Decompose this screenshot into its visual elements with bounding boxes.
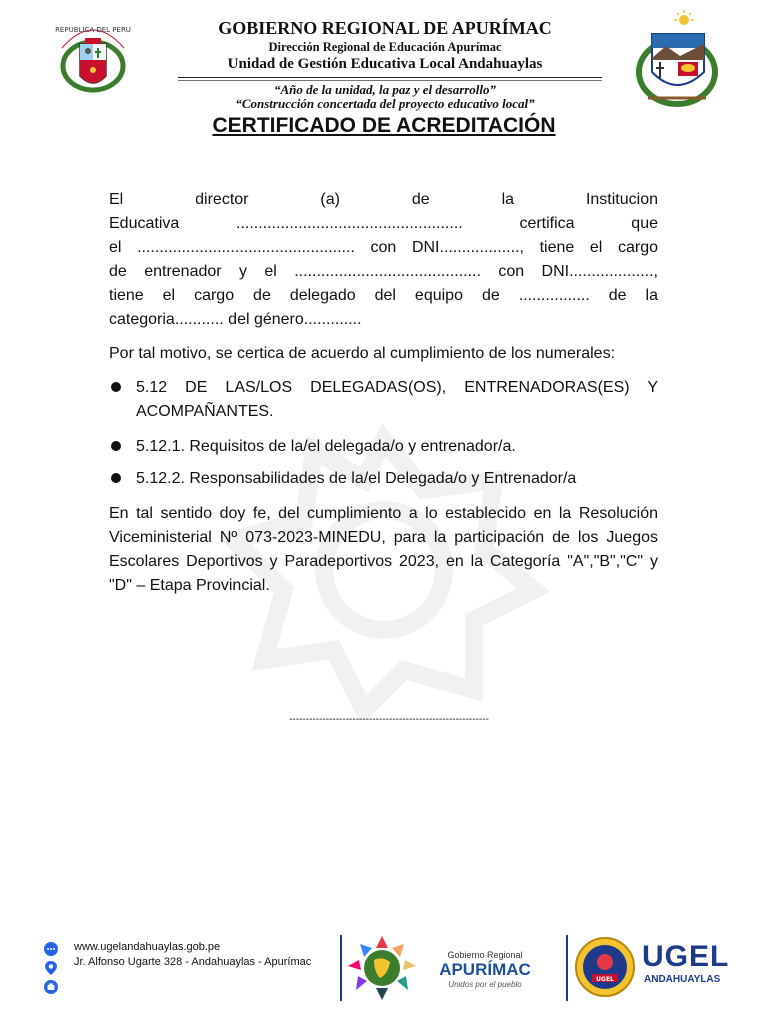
- bullet-item: 5.12 DE LAS/LOS DELEGADAS(OS), ENTRENADORAS(ES) Y ACOMPAÑANTES.: [136, 379, 658, 420]
- phone-icon: [44, 980, 58, 994]
- header-rule-thin: [178, 80, 602, 81]
- bullet-dot: [111, 473, 121, 483]
- footer-divider: [340, 935, 342, 1001]
- logo-gobierno-name: APURÍMAC: [439, 960, 531, 979]
- peru-coat-of-arms-icon: [52, 18, 134, 104]
- logo-gobierno-slogan: Unidos por el pueblo: [448, 980, 522, 989]
- location-pin-icon: [44, 960, 58, 976]
- bullet-dot: [111, 382, 121, 392]
- bullet-item: 5.12.2. Responsabilidades de la/el Delegada/o y Entrenador/a: [136, 470, 577, 487]
- header-direction: Dirección Regional de Educación Apurímac: [268, 40, 502, 54]
- apurimac-sun-logo-icon: [346, 934, 418, 1002]
- paragraph-line: categoria........... del género.............: [109, 311, 362, 328]
- logo-gobierno-label: Gobierno Regional: [447, 950, 523, 960]
- bullet-dot: [111, 441, 121, 451]
- seal-text: UGEL: [596, 976, 614, 983]
- header-motto-year: “Año de la unidad, la paz y el desarrollo”: [273, 82, 497, 97]
- footer-address: Jr. Alfonso Ugarte 328 - Andahuaylas - Apurímac: [74, 956, 312, 968]
- paragraph-line: de entrenador y el .......................................... con DNI...................,: [109, 263, 658, 280]
- header-government: GOBIERNO REGIONAL DE APURÍMAC: [218, 18, 552, 38]
- emblem-caption: REPUBLICA DEL PERU: [55, 26, 131, 34]
- paragraph-line: el ................................................. con DNI.................., tiene el cargo: [109, 239, 658, 256]
- logo-ugel-sub: ANDAHUAYLAS: [644, 974, 721, 985]
- paragraph-intro-numerals: Por tal motivo, se certica de acuerdo al cumplimiento de los numerales:: [109, 345, 616, 362]
- paragraph-line: Educativa ................................................... certifica que: [109, 215, 658, 232]
- footer-website[interactable]: www.ugelandahuaylas.gob.pe: [74, 941, 221, 953]
- header-rule: [178, 77, 602, 78]
- ugel-seal-icon: [574, 936, 636, 1000]
- header-ugel: Unidad de Gestión Educativa Local Andahuaylas: [227, 56, 543, 72]
- document-title: CERTIFICADO DE ACREDITACIÓN: [212, 114, 556, 137]
- web-icon: [44, 942, 58, 956]
- bullet-item: 5.12.1. Requisitos de la/el delegada/o y entrenador/a.: [136, 438, 516, 455]
- header-motto-local: “Construcción concertada del proyecto educativo local”: [235, 96, 535, 111]
- paragraph-resolution: En tal sentido doy fe, del cumplimiento a lo establecido en la Resolución Viceministerial Nº 073-2023-MINEDU, para la participación de los Juegos Escolares Deportivos y Paradeportivos 2023, en la Categoría "A","B","C" y "D" – Etapa Provincial.: [109, 505, 658, 594]
- footer-divider: [566, 935, 568, 1001]
- apurimac-coat-of-arms-icon: [634, 10, 720, 110]
- paragraph-line: El director (a) de la Institucion: [109, 191, 658, 208]
- signature-line: ------------------------------------------------------------: [289, 714, 489, 725]
- paragraph-line: tiene el cargo de delegado del equipo de ................ de la: [109, 287, 658, 304]
- logo-ugel-name: UGEL: [642, 940, 730, 973]
